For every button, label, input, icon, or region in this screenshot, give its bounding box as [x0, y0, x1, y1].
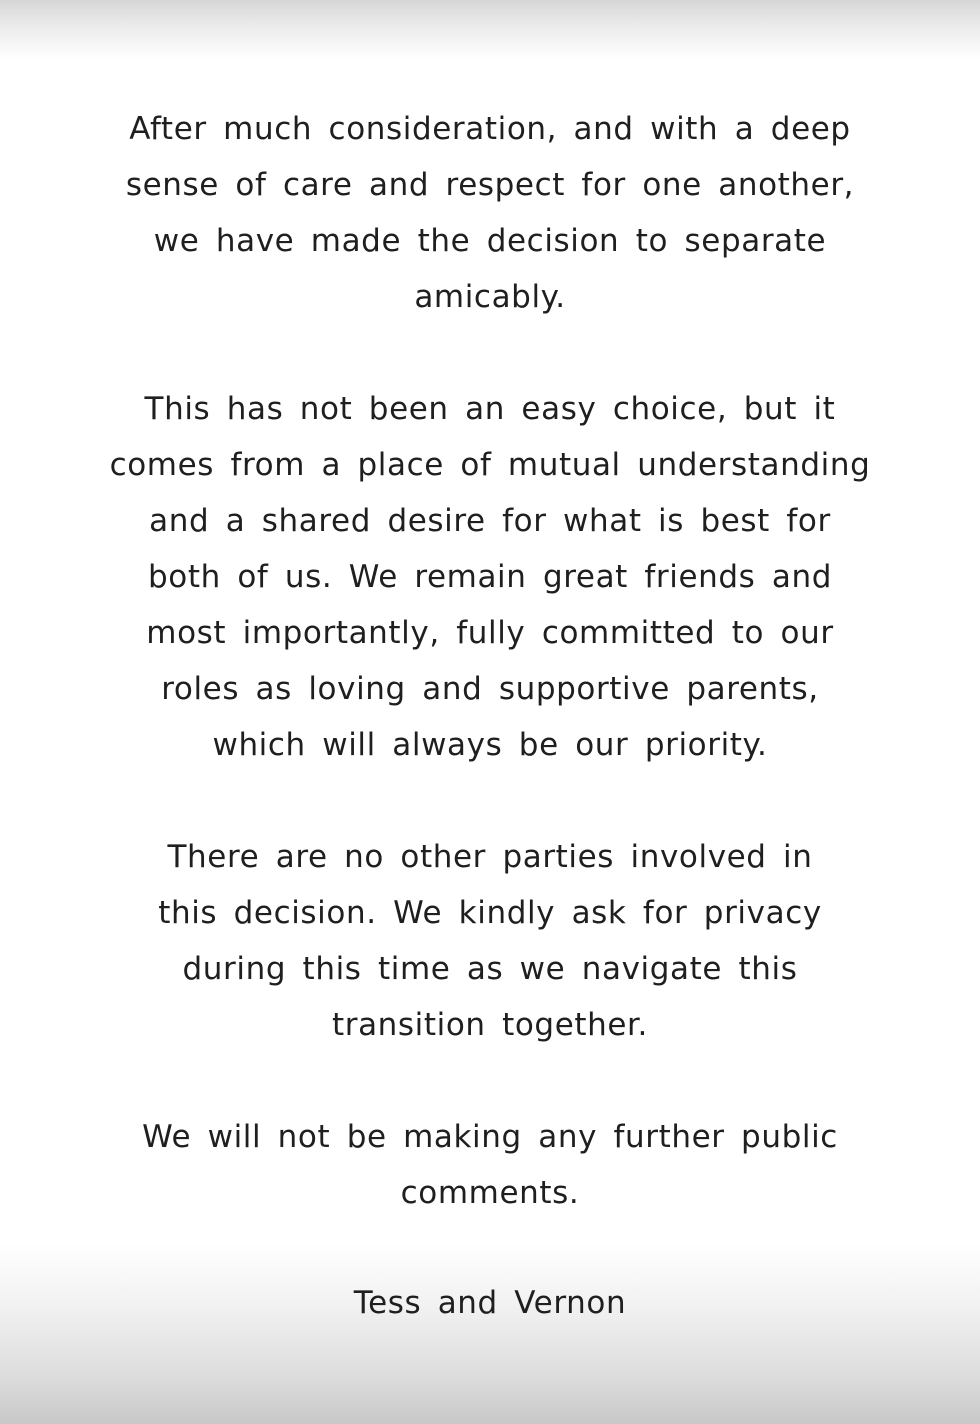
- text-line: most importantly, fully committed to our: [146, 615, 834, 651]
- text-line: There are no other parties involved in: [167, 839, 813, 875]
- text-line: and a shared desire for what is best for: [149, 503, 831, 539]
- text-line: transition together.: [331, 1007, 649, 1043]
- text-line: roles as loving and supportive parents,: [161, 671, 819, 707]
- text-line: we have made the decision to separate: [153, 223, 827, 259]
- text-line: sense of care and respect for one another,: [125, 167, 855, 203]
- top-shadow: [0, 0, 980, 60]
- text-line: which will always be our priority.: [212, 727, 768, 763]
- text-line: during this time as we navigate this: [182, 951, 798, 987]
- signature: Tess and Vernon: [353, 1285, 627, 1321]
- text-line: We will not be making any further public: [142, 1119, 838, 1155]
- text-line: comes from a place of mutual understanding: [109, 447, 871, 483]
- text-line: amicably.: [414, 279, 566, 315]
- paragraph-privacy: [80, 829, 900, 1053]
- text-line: This has not been an easy choice, but it: [144, 391, 836, 427]
- statement-body: [80, 101, 900, 1277]
- text-line: comments.: [400, 1175, 580, 1211]
- paragraph-reasons: [80, 381, 900, 773]
- paragraph-separation: [80, 101, 900, 325]
- text-line: this decision. We kindly ask for privacy: [158, 895, 822, 931]
- text-line: both of us. We remain great friends and: [148, 559, 832, 595]
- text-line: After much consideration, and with a deep: [129, 111, 851, 147]
- paragraph-no-comments: [80, 1109, 900, 1221]
